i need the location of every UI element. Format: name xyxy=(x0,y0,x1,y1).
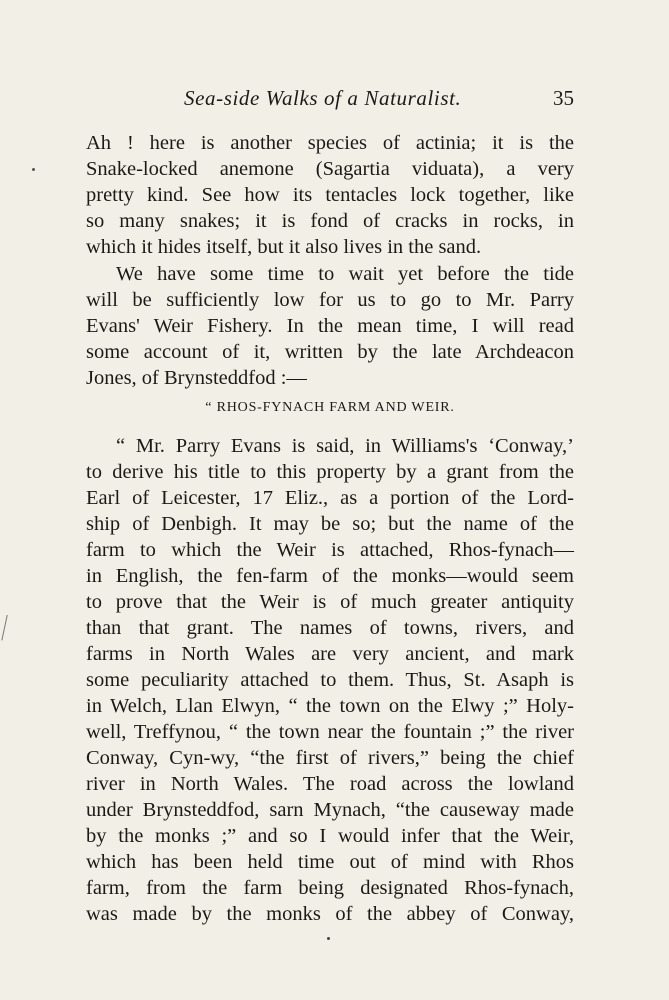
text-line: Ah ! here is another species of actinia; it is the xyxy=(86,132,574,154)
section-heading: “ RHOS-FYNACH FARM AND WEIR. xyxy=(205,400,455,415)
text-line: ship of Denbigh. It may be so; but the name of the xyxy=(86,513,574,535)
text-line: pretty kind. See how its tentacles lock together, like xyxy=(86,184,574,206)
text-line: which it hides itself, but it also lives in the sand. xyxy=(86,236,482,258)
text-line: by the monks ;” and so I would infer that the Weir, xyxy=(86,825,574,847)
text-line: Evans' Weir Fishery. In the mean time, I will read xyxy=(86,315,574,337)
text-line: some account of it, written by the late Archdeacon xyxy=(86,341,574,363)
text-line: well, Treffynou, “ the town near the fountain ;” the river xyxy=(86,721,574,743)
text-line: farm to which the Weir is attached, Rhos-fynach— xyxy=(86,539,574,561)
text-line: Earl of Leicester, 17 Eliz., as a portion of the Lord- xyxy=(86,487,574,509)
page-header xyxy=(86,86,574,116)
text-line: farms in North Wales are very ancient, and mark xyxy=(86,643,574,665)
text-line: Conway, Cyn-wy, “the first of rivers,” being the chief xyxy=(86,747,574,769)
text-line: some peculiarity attached to them. Thus, St. Asaph is xyxy=(86,669,574,691)
text-line: Snake-locked anemone (Sagartia viduata), a very xyxy=(86,158,574,180)
text-line: will be sufficiently low for us to go to Mr. Parry xyxy=(86,289,574,311)
margin-mark xyxy=(1,615,10,641)
text-line: was made by the monks of the abbey of Conway, xyxy=(86,903,574,925)
text-line: under Brynsteddfod, sarn Mynach, “the causeway made xyxy=(86,799,574,821)
page-number: 35 xyxy=(553,86,574,110)
text-line: “ Mr. Parry Evans is said, in Williams's ‘Conway,’ xyxy=(116,435,574,457)
text-line: than that grant. The names of towns, rivers, and xyxy=(86,617,574,639)
running-title: Sea-side Walks of a Naturalist. xyxy=(184,86,462,110)
text-line: in Welch, Llan Elwyn, “ the town on the Elwy ;” Holy- xyxy=(86,695,574,717)
text-line: to prove that the Weir is of much greater antiquity xyxy=(86,591,574,613)
text-line: to derive his title to this property by a grant from the xyxy=(86,461,574,483)
text-line: farm, from the farm being designated Rhos-fynach, xyxy=(86,877,574,899)
footer-speck xyxy=(327,937,330,940)
text-line: in English, the fen-farm of the monks—would seem xyxy=(86,565,574,587)
text-line: so many snakes; it is fond of cracks in rocks, in xyxy=(86,210,574,232)
margin-speck xyxy=(32,168,35,171)
text-line: which has been held time out of mind with Rhos xyxy=(86,851,574,873)
text-line: We have some time to wait yet before the tide xyxy=(116,263,574,285)
text-line: river in North Wales. The road across the lowland xyxy=(86,773,574,795)
text-line: Jones, of Brynsteddfod :— xyxy=(86,367,307,389)
